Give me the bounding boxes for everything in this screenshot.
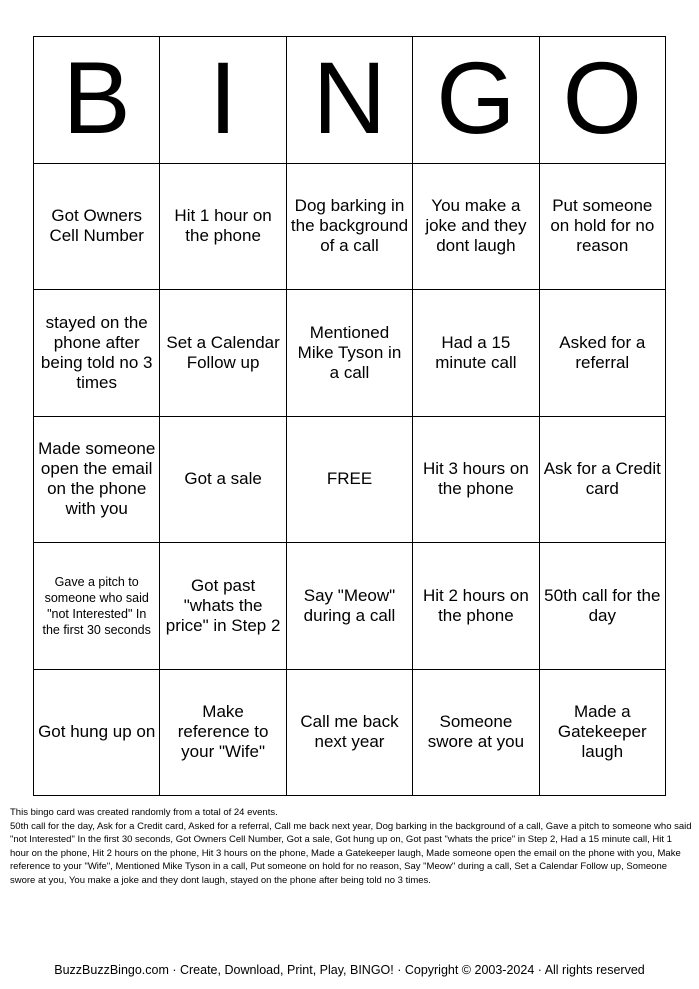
bingo-cell: Make reference to your "Wife" [160,670,286,797]
bingo-cell: Made a Gatekeeper laugh [540,670,666,797]
bingo-cell: 50th call for the day [540,543,666,670]
bingo-cell: Hit 2 hours on the phone [413,543,539,670]
bingo-cell: Dog barking in the background of a call [287,164,413,291]
bingo-cell: Gave a pitch to someone who said "not Interested" In the first 30 seconds [34,543,160,670]
header-letter-i: I [160,37,286,164]
card-description [10,806,692,887]
bingo-cell: Someone swore at you [413,670,539,797]
bingo-cell: Set a Calendar Follow up [160,290,286,417]
bingo-cell: Got Owners Cell Number [34,164,160,291]
description-event-list: 50th call for the day, Ask for a Credit card, Asked for a referral, Call me back next year, Dog barking in the background of a call, Gave a pitch to someone who said "not Interested" In the first 30 seconds, Got Owners Cell Number, Got a sale, Got hung up on, Got past "whats the price" in Step 2, Had a 15 minute call, Hit 1 hour on the phone, Hit 2 hours on the phone, Hit 3 hours on the phone, Made a Gatekeeper laugh, Made someone open the email on the phone with you, Make reference to your "Wife", Mentioned Mike Tyson in a call, Put someone on hold for no reason, Say "Meow" during a call, Set a Calendar Follow up, Someone swore at you, You make a joke and they dont laugh, stayed on the phone after being told no 3 times. [10,820,692,886]
bingo-cell: Put someone on hold for no reason [540,164,666,291]
description-intro: This bingo card was created randomly from a total of 24 events. [10,807,278,818]
bingo-cell: You make a joke and they dont laugh [413,164,539,291]
bingo-cell: Hit 3 hours on the phone [413,417,539,544]
bingo-cell: Hit 1 hour on the phone [160,164,286,291]
header-letter-n: N [287,37,413,164]
bingo-cell: Got a sale [160,417,286,544]
header-letter-o: O [540,37,666,164]
bingo-cell: Say "Meow" during a call [287,543,413,670]
header-letter-b: B [34,37,160,164]
free-space-cell: FREE [287,417,413,544]
bingo-cell: Got past "whats the price" in Step 2 [160,543,286,670]
bingo-cell: Made someone open the email on the phone with you [34,417,160,544]
bingo-card [33,36,666,796]
header-letter-g: G [413,37,539,164]
bingo-cell: Had a 15 minute call [413,290,539,417]
bingo-cell: Asked for a referral [540,290,666,417]
copyright-footer: BuzzBuzzBingo.com · Create, Download, Print, Play, BINGO! · Copyright © 2003-2024 · All rights reserved [54,963,645,977]
bingo-cell: Ask for a Credit card [540,417,666,544]
bingo-cell: stayed on the phone after being told no 3 times [34,290,160,417]
bingo-cell: Got hung up on [34,670,160,797]
bingo-cell: Call me back next year [287,670,413,797]
bingo-cell: Mentioned Mike Tyson in a call [287,290,413,417]
